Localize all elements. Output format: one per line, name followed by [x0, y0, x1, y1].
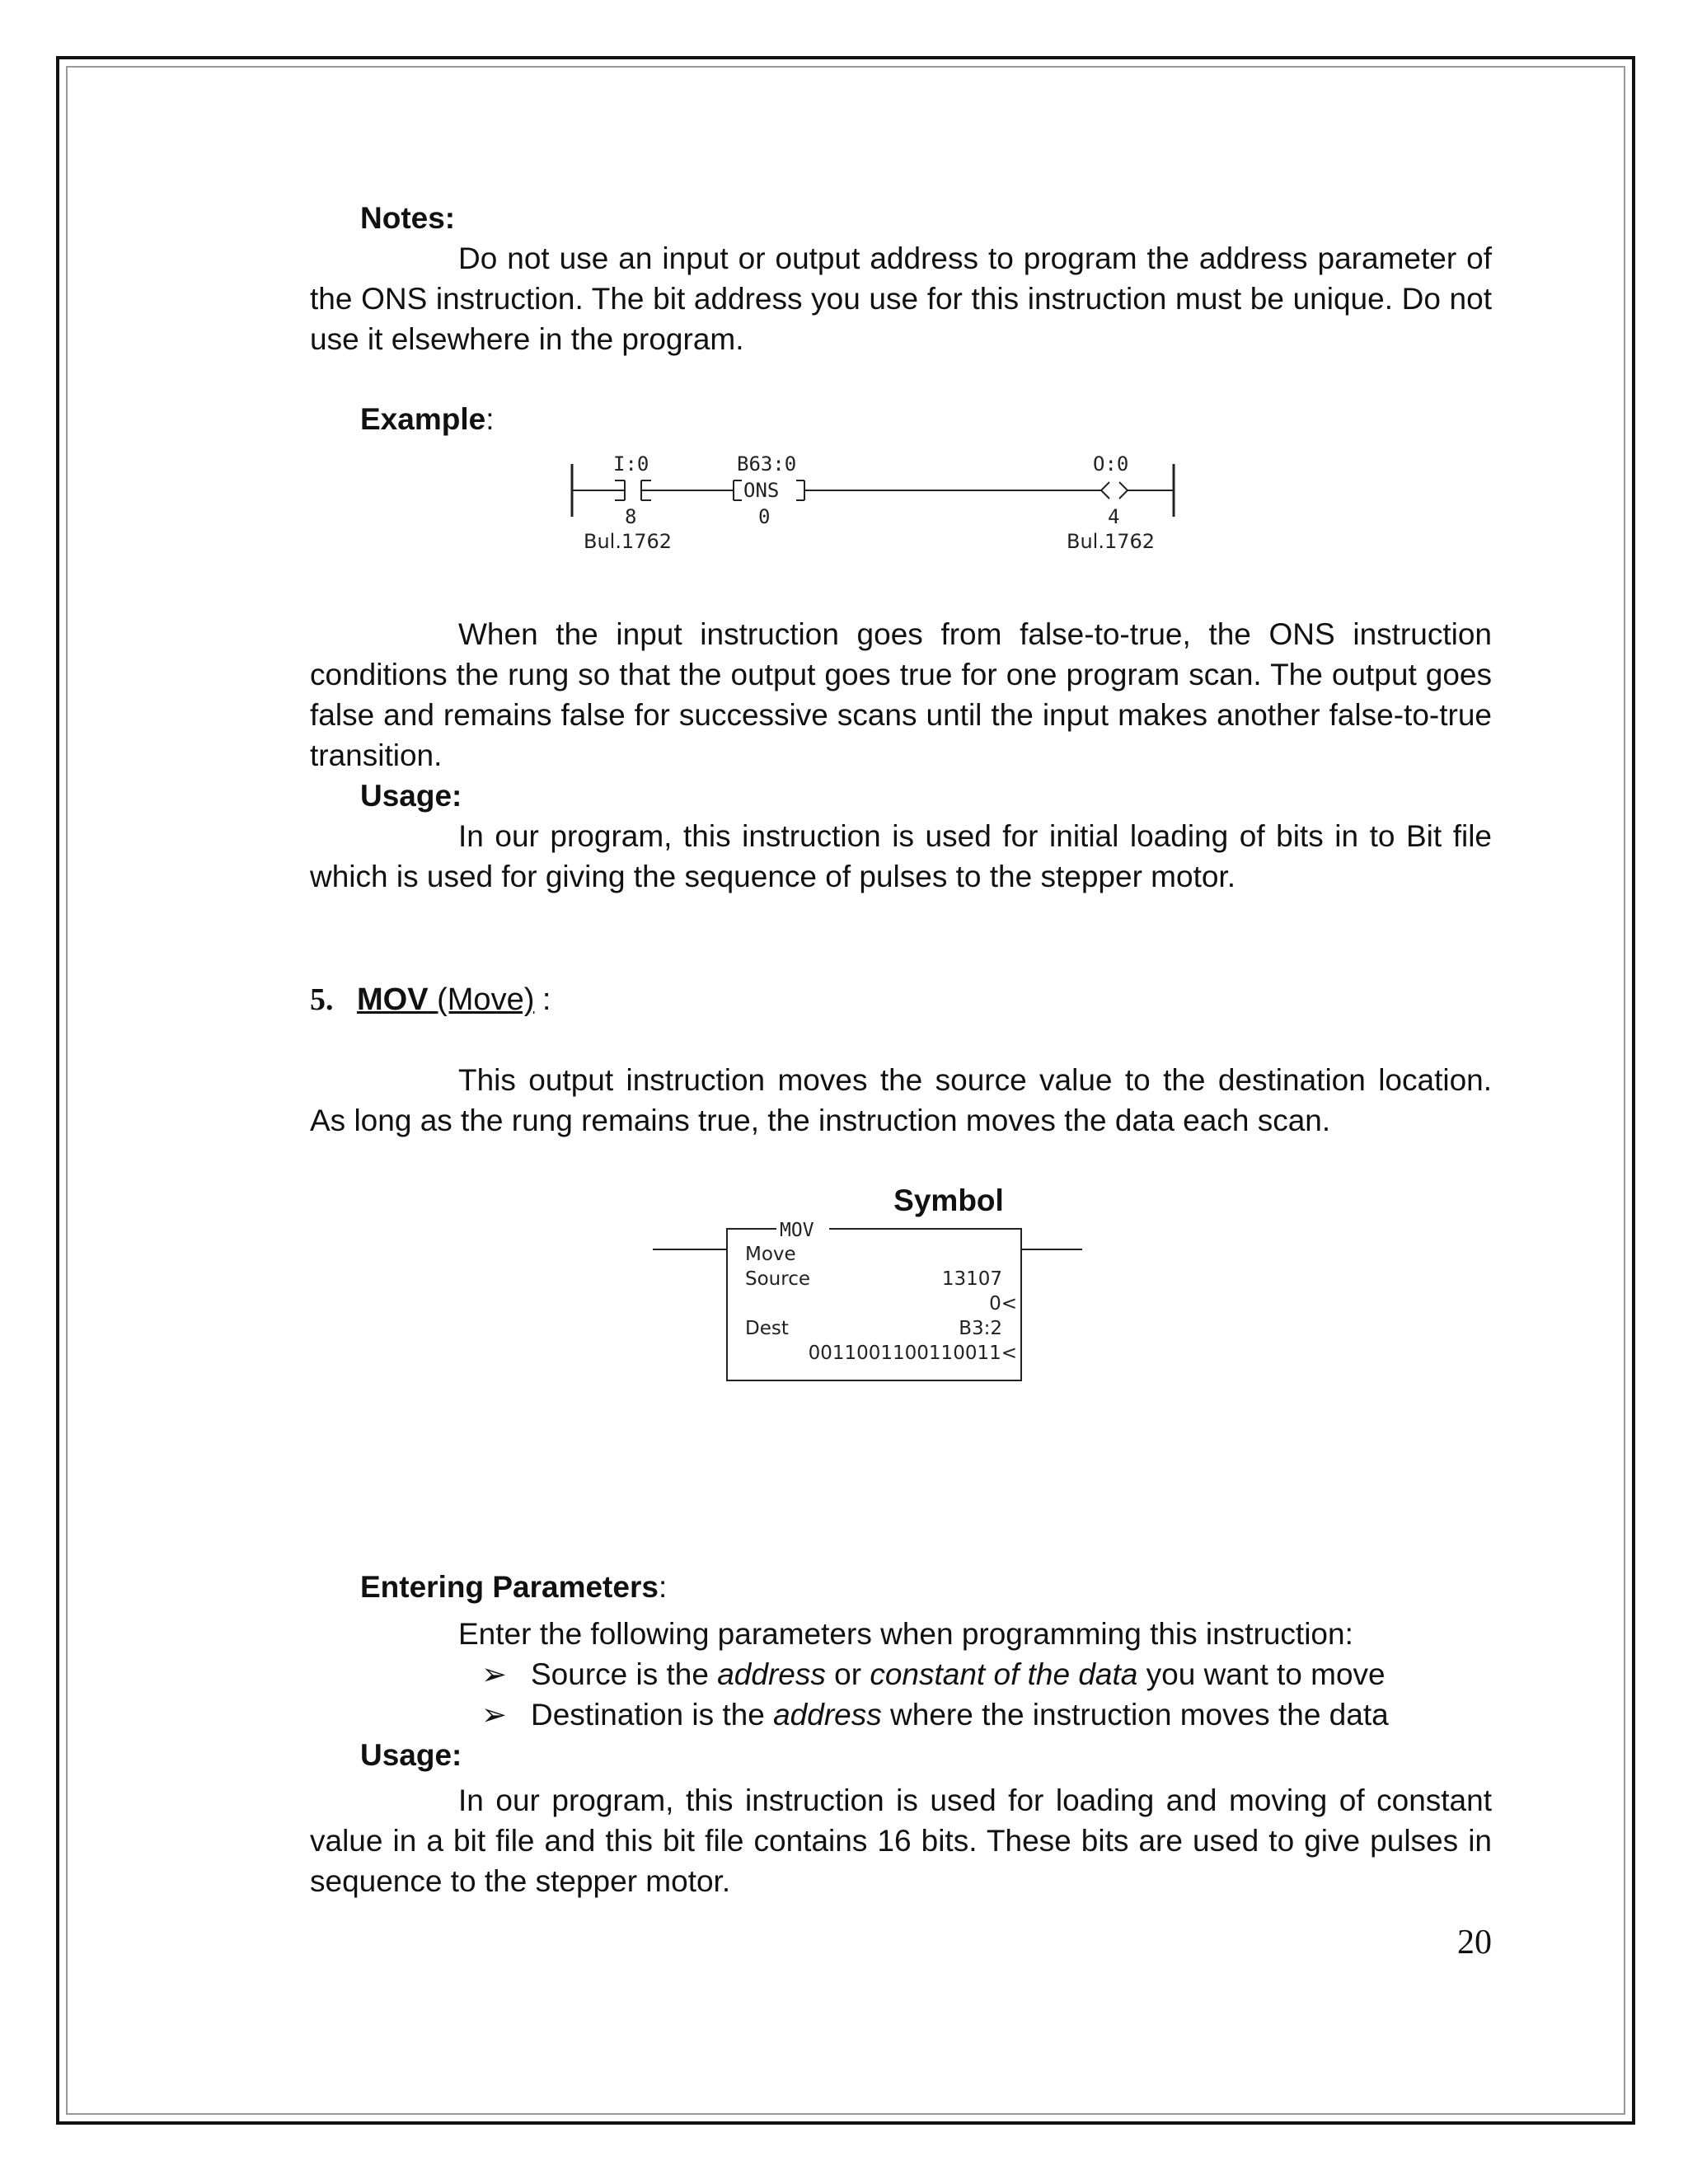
section-mnemonic: MOV	[357, 982, 429, 1017]
output-module: Bul.1762	[1067, 530, 1156, 553]
mov-dest-label: Dest	[745, 1318, 789, 1339]
section5-title	[310, 979, 1492, 1020]
section-number: 5.	[310, 982, 334, 1017]
mov-block-title: MOV	[780, 1221, 814, 1241]
mov-block-name: Move	[745, 1244, 796, 1265]
ons-bit: 0	[758, 505, 771, 528]
notes-heading: Notes:	[360, 201, 456, 235]
bullet1-text-a: Source is the	[531, 1657, 718, 1691]
usage1-heading: Usage:	[360, 779, 462, 813]
section5-text: This output instruction moves the source value to the destination location. As long as the rung remains true, the instruction moves the data each scan.	[310, 1063, 1492, 1137]
example-heading-label: Example	[360, 402, 486, 436]
input-bit: 8	[625, 505, 637, 528]
output-bit: 4	[1108, 505, 1120, 528]
bullet2-text-c: where the instruction moves the data	[881, 1698, 1389, 1732]
bullet-source	[481, 1654, 1492, 1694]
example-colon: :	[485, 402, 495, 436]
input-module: Bul.1762	[584, 530, 673, 553]
mov-source-value: 13107	[941, 1268, 1002, 1290]
mov-dest-value: B3:2	[959, 1318, 1002, 1339]
bullet2-text-a: Destination is the	[531, 1698, 774, 1732]
bullet1-text-b: address	[717, 1657, 826, 1691]
entering-bullet-list	[481, 1654, 1492, 1735]
mov-source-current: 0<	[989, 1293, 1017, 1315]
usage1-text: In our program, this instruction is used for initial loading of bits in to Bit file which is used for giving the sequence of pulses to the stepper motor.	[310, 819, 1492, 893]
xic-contact-symbol	[615, 480, 651, 500]
page-number-row	[310, 1901, 1492, 1975]
notes-text: Do not use an input or output address to program the address parameter of the ONS instruction. The bit address you use for this instruction must be unique. Do not use it elsewhere in the program.	[310, 241, 1492, 356]
mov-source-label: Source	[745, 1268, 810, 1290]
arrow-bullet-icon: ➢	[481, 1698, 508, 1732]
page-number: 20	[1457, 1924, 1492, 1961]
bullet1-text-d: constant of the data	[870, 1657, 1138, 1691]
bullet1-text-c: or	[825, 1657, 870, 1691]
example-heading	[360, 399, 1492, 439]
ladder-svg	[565, 449, 1225, 573]
page-content	[310, 198, 1492, 1975]
mov-dest-current: 0011001100110011<	[808, 1343, 1017, 1364]
output-coil-symbol	[1098, 482, 1128, 499]
bullet1-text-e: you want to move	[1137, 1657, 1386, 1691]
ons-address: B63:0	[737, 452, 797, 476]
ons-ladder-diagram	[310, 449, 1492, 589]
bullet-destination	[481, 1694, 1492, 1735]
example-text: When the input instruction goes from false-to-true, the ONS instruction conditions the rung so that the output goes true for one program scan. The output goes false and remains false for successive scans until the input makes another false-to-true transition.	[310, 617, 1492, 772]
mov-symbol-svg	[310, 1221, 1492, 1394]
section-colon: :	[542, 982, 551, 1017]
mov-symbol-diagram	[310, 1221, 1492, 1567]
output-address: O:0	[1093, 452, 1129, 476]
symbol-title: Symbol	[893, 1183, 1004, 1217]
usage2-text: In our program, this instruction is used for loading and moving of constant value in a bit file and this bit file contains 16 bits. These bits are used to give pulses in sequence to the stepper motor.	[310, 1783, 1492, 1898]
input-address: I:0	[613, 452, 649, 476]
entering-colon: :	[658, 1570, 668, 1604]
ons-label: ONS	[743, 479, 780, 502]
entering-heading-label: Entering Parameters	[360, 1570, 659, 1604]
usage2-heading: Usage:	[360, 1738, 462, 1772]
entering-heading	[360, 1567, 1492, 1607]
arrow-bullet-icon: ➢	[481, 1657, 508, 1691]
section-name: (Move)	[437, 982, 535, 1017]
bullet2-text-b: address	[773, 1698, 882, 1732]
entering-intro: Enter the following parameters when programming this instruction:	[458, 1617, 1353, 1651]
